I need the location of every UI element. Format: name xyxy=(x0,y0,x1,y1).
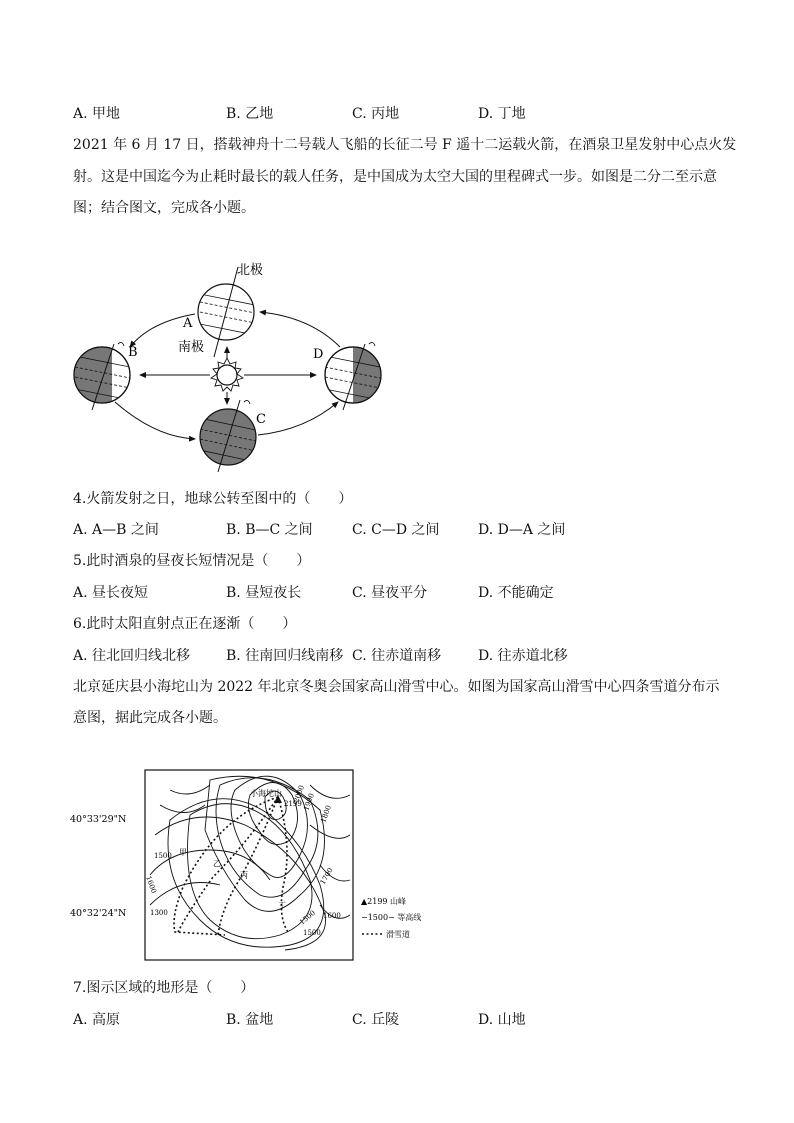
latitude-bottom-label: 40°32'24"N xyxy=(70,908,127,919)
legend-trail: 滑雪道 xyxy=(386,930,410,939)
legend-contour: −1500− 等高线 xyxy=(361,913,422,922)
svg-text:1800: 1800 xyxy=(319,804,333,824)
earth-position-c xyxy=(195,400,265,472)
q4-option-b: B. B—C 之间 xyxy=(226,522,313,538)
q6-option-c: C. 往赤道南移 xyxy=(352,648,442,664)
map-legend xyxy=(361,896,421,939)
orbit-arrow-b-c xyxy=(115,402,195,439)
label-position-b: B xyxy=(128,345,138,360)
q7-option-a: A. 高原 xyxy=(73,1012,121,1028)
passage-1-line-3: 图；结合图文，完成各小题。 xyxy=(73,200,255,216)
ski-trail-contour-map xyxy=(70,765,450,965)
svg-text:1600: 1600 xyxy=(323,912,341,920)
label-north-pole: 北极 xyxy=(237,263,264,278)
trail-label-yi: 乙 xyxy=(213,859,221,868)
q4-option-c: C. C—D 之间 xyxy=(352,522,440,538)
q5-option-b: B. 昼短夜长 xyxy=(226,585,302,601)
q5-option-a: A. 昼长夜短 xyxy=(73,585,149,601)
q3-option-a: A. 甲地 xyxy=(73,106,121,122)
q4-stem: 4.火箭发射之日，地球公转至图中的（ ） xyxy=(73,491,353,507)
q5-option-c: C. 昼夜平分 xyxy=(352,585,428,601)
q7-option-b: B. 盆地 xyxy=(226,1012,274,1028)
q3-option-c: C. 丙地 xyxy=(352,106,400,122)
orbit-arrow-c-d xyxy=(258,402,338,435)
earth-position-d xyxy=(320,342,385,410)
passage-1-line-1: 2021 年 6 月 17 日，搭载神舟十二号载人飞船的长征二号 F 遥十二运载火箭，在酒泉卫星发射中心点火发 xyxy=(73,137,737,153)
svg-text:1300: 1300 xyxy=(150,909,168,917)
q7-option-c: C. 丘陵 xyxy=(352,1012,400,1028)
svg-text:1500: 1500 xyxy=(303,929,321,937)
svg-text:1500: 1500 xyxy=(154,852,172,860)
q6-stem: 6.此时太阳直射点正在逐渐（ ） xyxy=(73,616,297,632)
sun-icon xyxy=(211,358,243,391)
q6-option-d: D. 往赤道北移 xyxy=(478,648,568,664)
label-position-a: A xyxy=(183,316,193,331)
svg-text:1500: 1500 xyxy=(298,908,317,927)
q3-option-b: B. 乙地 xyxy=(226,106,274,122)
svg-text:1700: 1700 xyxy=(318,866,335,886)
q4-option-d: D. D—A 之间 xyxy=(478,522,566,538)
q7-option-d: D. 山地 xyxy=(478,1012,526,1028)
latitude-top-label: 40°33'29"N xyxy=(70,814,127,825)
q5-stem: 5.此时酒泉的昼夜长短情况是（ ） xyxy=(73,553,311,569)
trail-label-jia: 甲 xyxy=(179,848,187,857)
peak-elevation-label: 2199 xyxy=(284,800,302,808)
peak-name-label: 小海坨山 xyxy=(250,789,282,798)
label-position-d: D xyxy=(313,347,324,362)
q6-option-a: A. 往北回归线北移 xyxy=(73,648,191,664)
q3-option-d: D. 丁地 xyxy=(478,106,526,122)
q4-option-a: A. A—B 之间 xyxy=(73,522,159,538)
orbit-arrow-d-a xyxy=(260,312,340,347)
legend-peak: ▲2199 山峰 xyxy=(361,897,407,906)
trail-label-ding: 丁 xyxy=(278,901,286,910)
trail-label-bing: 丙 xyxy=(240,871,248,880)
passage-2-line-2: 意图，据此完成各小题。 xyxy=(73,710,227,726)
q5-option-d: D. 不能确定 xyxy=(478,585,554,601)
q7-stem: 7.图示区域的地形是（ ） xyxy=(73,980,255,996)
passage-2-line-1: 北京延庆县小海坨山为 2022 年北京冬奥会国家高山滑雪中心。如图为国家高山滑雪中心四条雪道分布示 xyxy=(73,679,720,695)
passage-1-line-2: 射。这是中国迄今为止耗时最长的载人任务，是中国成为太空大国的里程碑式一步。如图是二分二至示意 xyxy=(73,169,717,185)
svg-text:1900: 1900 xyxy=(302,792,316,812)
svg-text:2000: 2000 xyxy=(292,784,306,804)
earth-position-b xyxy=(70,342,135,410)
q6-option-b: B. 往南回归线南移 xyxy=(226,648,344,664)
label-position-c: C xyxy=(256,412,266,427)
solstice-equinox-diagram xyxy=(60,252,400,477)
label-south-pole: 南极 xyxy=(178,340,205,355)
svg-text:1600: 1600 xyxy=(144,874,158,895)
